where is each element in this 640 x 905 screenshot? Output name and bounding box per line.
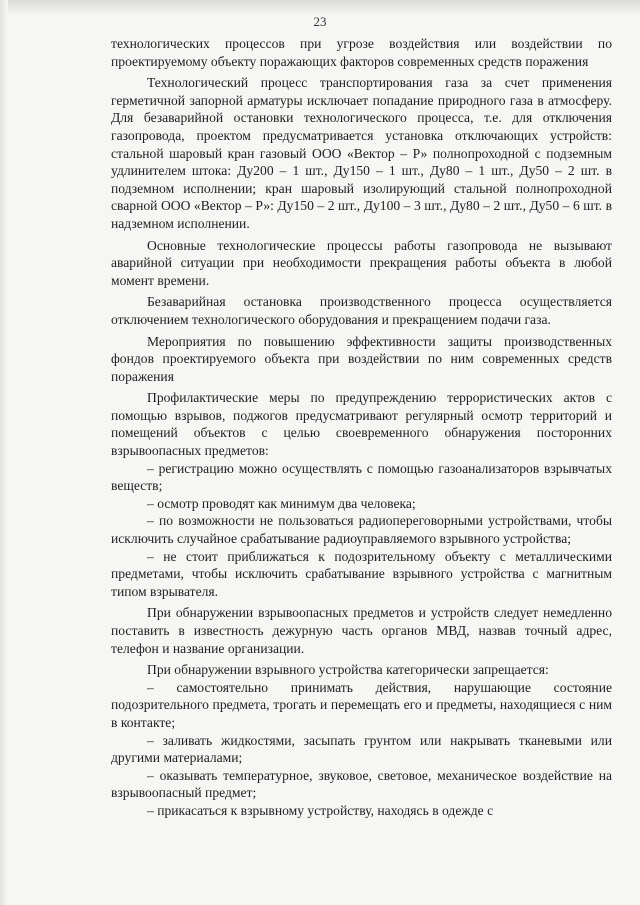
list-item-self-action: – самостоятельно принимать действия, нарушающие состояние подозрительного предмета, трогать и перемещать его и предметы, находящиеся с ним в контакте; (111, 679, 612, 730)
list-item-metal-objects: – не стоит приближаться к подозрительному объекту с металлическими предметами, чтобы исключить срабатывание взрывного устройства с магнитным типом взрывателя. (111, 548, 612, 599)
paragraph-preventive-measures: Профилактические меры по предупреждению террористических актов с помощью взрывов, поджогов предусматривают регулярный осмотр территорий и помещений объектов с целью своевременного обнаружения посторонних взрывоопасных предметов: (111, 390, 612, 459)
paragraph-safe-shutdown: Безаварийная остановка производственного процесса осуществляется отключением технологического оборудования и прекращением подачи газа. (111, 294, 612, 327)
list-item-impact: – оказывать температурное, звуковое, световое, механическое воздействие на взрывоопасный предмет; (111, 767, 612, 801)
section-heading-protection-measures: Мероприятия по повышению эффективности защиты производственных фондов проектируемого объекта при воздействии по ним современных средств поражения (111, 333, 612, 384)
paragraph-prohibited: При обнаружении взрывного устройства категорически запрещается: (147, 662, 549, 678)
paragraph-gas-transport: Технологический процесс транспортирования газа за счет применения герметичной запорной арматуры исключает попадание природного газа в атмосферу. Для безаварийной остановки технологического процесса, т.е. для отключения газопровода, проектом предусматривается установка отключающих устройств: стальной шаровый кран газовый ООО «Вектор – Р» полнопроходной с подземным удлинителем штока: Ду200 – 1 шт., Ду150 – 1 шт., Ду80 – 1 шт., Ду50 – 2 шт. в подземном исполнении; кран шаровый изолирующий стальной полнопроходной сварной ООО «Вектор – Р»: Ду150 – 2 шт., Ду100 – 3 шт., Ду80 – 2 шт., Ду50 – 6 шт. в надземном исполнении. (111, 75, 612, 231)
list-item-touch: – прикасаться к взрывному устройству, находясь в одежде с (147, 802, 494, 818)
page-number: 23 (313, 14, 327, 29)
paragraph-continuation: технологических процессов при угрозе воздействия или воздействии по проектируемому объекту поражающих факторов современных средств поражения (111, 36, 612, 69)
paragraph-main-processes: Основные технологические процессы работы газопровода не вызывают аварийной ситуации при необходимости прекращения работы объекта в любой момент времени. (111, 237, 612, 288)
scan-left-edge (0, 0, 8, 905)
paragraph-on-detection: При обнаружении взрывоопасных предметов и устройств следует немедленно поставить в известность дежурную часть органов МВД, назвав точный адрес, телефон и название организации. (111, 605, 612, 656)
list-item-liquids: – заливать жидкостями, засыпать грунтом или накрывать тканевыми или другими материалами; (111, 732, 612, 766)
list-item-radio: – по возможности не пользоваться радиопереговорными устройствами, чтобы исключить случайное срабатывание радиоуправляемого взрывного устройства; (111, 513, 612, 547)
list-item-registration: – регистрацию можно осуществлять с помощью газоанализаторов взрывчатых веществ; (111, 460, 612, 494)
list-item-inspection: – осмотр проводят как минимум два человека; (147, 495, 416, 511)
document-body (111, 35, 612, 820)
